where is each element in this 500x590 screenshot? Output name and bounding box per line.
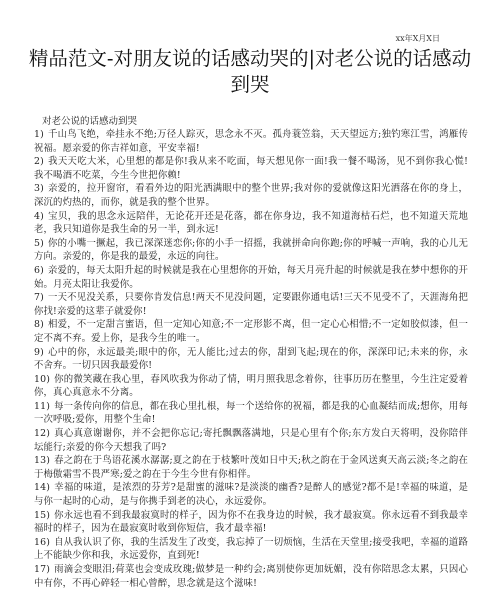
item-text: 千山鸟飞绝，牵挂永不绝;万径人踪灭，思念永不灭。孤舟蓑笠翁，天天望远方;独钓寒江雪，鸿雁传祝福。愿亲爱的你吉祥如意，平安幸福! — [34, 129, 468, 154]
item-text: 亲爱的，拉开窗帘，看看外边的阳光洒满眼中的整个世界;我对你的爱就像这阳光洒落在你的身上，深沉的灼热的，而你，就是我的整个世界。 — [34, 183, 468, 208]
section-subtitle: 对老公说的话感动到哭 — [42, 116, 138, 127]
item-number: 7) — [34, 292, 44, 304]
item-number: 1) — [34, 129, 44, 140]
item-number: 15) — [34, 509, 51, 521]
list-item — [34, 481, 468, 508]
item-number: 8) — [34, 319, 44, 331]
item-text: 你的小嘴一撅起，我已深深迷恋你;你的小手一招摇，我就拼命向你跑;你的呼喊一声响，我的心儿无方向。亲爱的，你是我的最爱，永远的向往。 — [34, 237, 468, 263]
item-text: 幸福的味道，是浓烈的芬芳?是甜蜜的滋味?是淡淡的幽香?是醉人的感觉?都不是!幸福的味道，是与你一起时的心动，是与你携手到老的决心，永远爱你。 — [34, 482, 468, 508]
item-text: 你永远也看不到我最寂寞时的样子，因为你不在我身边的时候，我才最寂寞。你永远看不到我最幸福时的样子，因为在最寂寞时收到你短信，我才最幸福! — [34, 509, 468, 535]
list-item — [34, 373, 468, 400]
item-text: 一天不见没关系，只要你肯发信息!两天不见没问题，定要跟你通电话!三天不见受不了，天涯海角把你找!亲爱的这辈子就爱你! — [34, 292, 468, 317]
item-number: 11) — [34, 400, 51, 412]
item-text: 真心真意谢谢你，并不会把你忘记;寄托飘飘落满地，只是心里有个你;东方发白天将明，没你陪伴坛能行;亲爱的你今天想我了吗? — [34, 428, 468, 453]
item-text: 你的微笑藏在我心里，春风吹我为你动了情，明月照我思念着你，往事历历在整里，今生注定爱着你，真心真意永不分离。 — [34, 373, 468, 399]
list-item — [34, 155, 468, 182]
list-item — [34, 291, 468, 318]
list-item — [34, 318, 468, 345]
item-text: 亲爱的，每天太阳升起的时候就是我在心里想你的开始，每天月亮升起的时候就是我在梦中想你的开始。月亮太阳让我爱你。 — [34, 264, 468, 290]
list-item — [34, 346, 468, 373]
item-text: 心中的你，永远最美;眼中的你，无人能比;过去的你，甜到飞起;现在的你，深深印记;未来的你，永不舍弃。一切只因我最爱你! — [34, 346, 468, 372]
item-number: 16) — [34, 536, 51, 548]
item-number: 14) — [34, 482, 51, 494]
item-number: 2) — [34, 156, 44, 168]
list-item — [34, 509, 468, 536]
item-number: 4) — [34, 210, 44, 222]
item-text: 我天天吃大米，心里想的都是你!我从来不吃面，每天想见你一面!我一餐不喝汤，见不到你我心慌!我不喝酒不吃菜，今生今世把你赖! — [34, 156, 468, 181]
item-text: 自从我认识了你，我的生活发生了改变，我忘掉了一切烦恼，生活在天堂里;接受我吧，幸福的道路上不能缺少你和我，永远爱你，直到死! — [34, 536, 468, 562]
list-item — [34, 536, 468, 563]
list-item — [34, 563, 468, 590]
item-text: 相爱，不一定甜言蜜语，但一定知心知意;不一定形影不离，但一定心心相惜;不一定如胶似漆，但一定不离不弃。爱上你，是我今生的唯一。 — [34, 319, 468, 344]
document-date: xx年X月X日 — [395, 34, 440, 43]
item-number: 6) — [34, 264, 44, 276]
item-number: 9) — [34, 346, 44, 358]
list-item — [34, 264, 468, 291]
item-text: 雨滴会变眼泪;荷菜也会变成玫瑰;做梦是一种约会;离别使你更加妩媚，没有你陪思念太累，只因心中有你，不再心碎轻一相心曾醉，思念就是这个滋味! — [34, 564, 468, 589]
item-number: 12) — [34, 428, 51, 440]
list-item — [34, 128, 468, 155]
list-item — [34, 237, 468, 264]
item-text: 宝贝，我的思念永远陪伴，无论花开还是花落，都在你身边，我不知道海枯石烂，也不知道天荒地老，我只知道你是我生命的另一半，到永远! — [34, 210, 468, 236]
item-number: 3) — [34, 183, 44, 195]
item-text: 每一条传向你的信息，都在我心里扎根，每一个送给你的祝福，都是我的心血凝结而成;想你，用每一次呼吸;爱你，用整个生命! — [34, 400, 468, 426]
item-number: 10) — [34, 373, 51, 385]
list-item — [34, 427, 468, 454]
item-number: 17) — [34, 564, 51, 575]
item-number: 5) — [34, 237, 44, 249]
list-item — [34, 210, 468, 237]
list-item — [34, 454, 468, 481]
item-text: 春之韵在于鸟语花溪水潺潺;夏之韵在于枝繁叶茂如日中天;秋之韵在于金风送爽天高云淡;冬之韵在于梅傲霜雪不畏严寒;爱之韵在于今生今世有你相伴。 — [34, 455, 468, 480]
list-item — [34, 400, 468, 427]
page-title: 精品范文-对朋友说的话感动哭的|对老公说的话感动到哭 — [28, 47, 472, 96]
document-body — [34, 128, 468, 590]
list-item — [34, 182, 468, 209]
item-number: 13) — [34, 455, 51, 467]
